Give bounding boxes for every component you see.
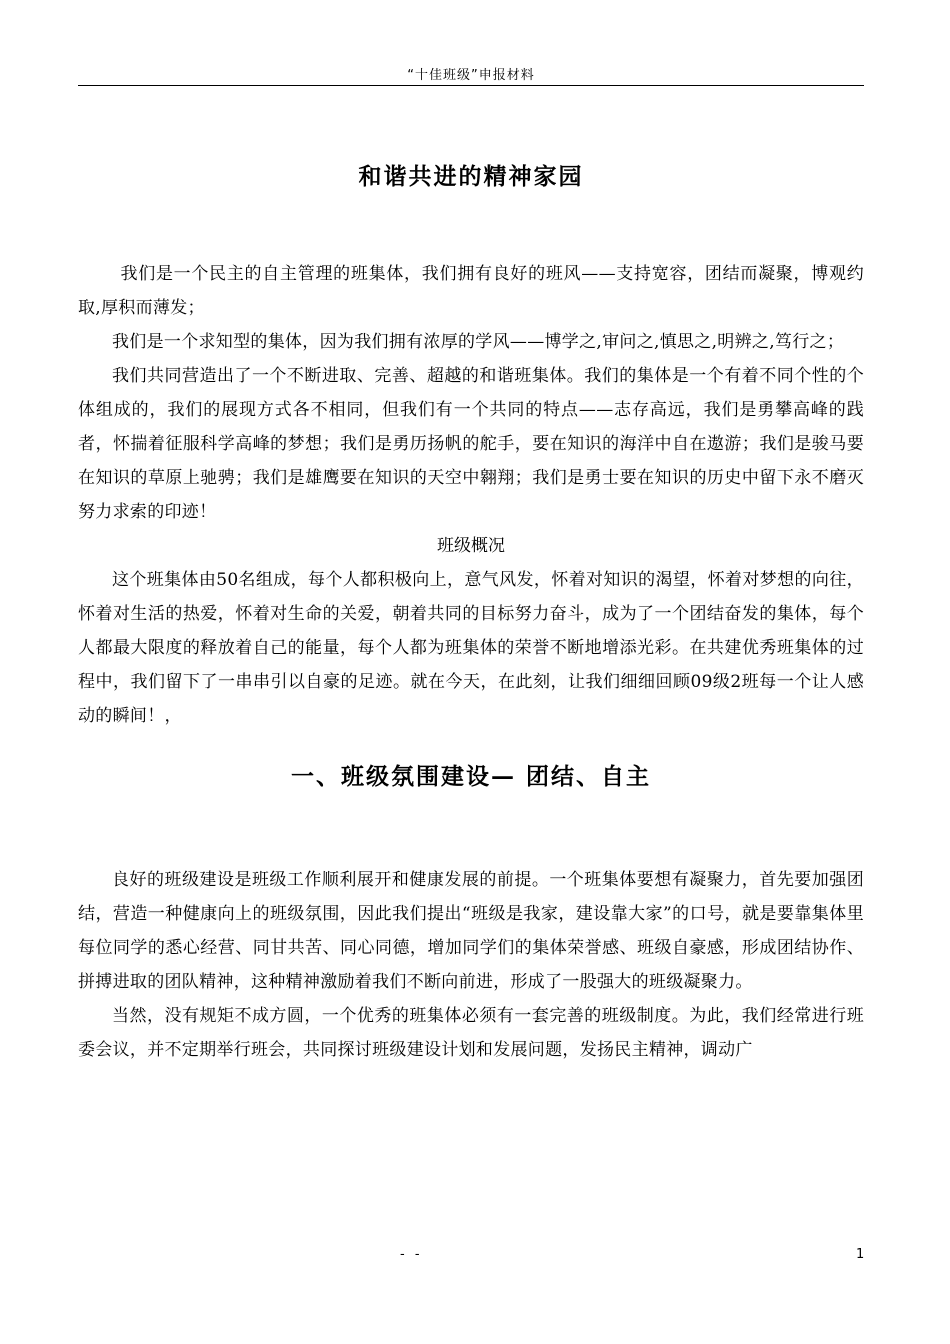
intro-paragraph-2: 我们是一个求知型的集体，因为我们拥有浓厚的学风——博学之,审问之,慎思之,明辨之,笃行之； [112,332,845,352]
intro-paragraph-1: 我们是一个民主的自主管理的班集体，我们拥有良好的班风——支持宽容，团结而凝聚，博观约取,厚积而薄发； [78,264,864,318]
footer-marker: - - [400,1247,423,1262]
header-rule [78,85,864,86]
section-paragraph-2: 当然，没有规矩不成方圆，一个优秀的班集体必须有一套完善的班级制度。为此，我们经常进行班委会议，并不定期举行班会，共同探讨班级建设计划和发展问题，发扬民主精神，调动广 [78,1006,864,1060]
page-number: 1 [856,1247,865,1262]
document-body [78,155,864,1067]
document-title: 和谐共进的精神家园 [358,163,584,190]
intro-paragraph-3: 我们共同营造出了一个不断进取、完善、超越的和谐班集体。我们的集体是一个有着不同个性的个体组成的，我们的展现方式各不相同，但我们有一个共同的特点——志存高远，我们是勇攀高峰的践者，怀揣着征服科学高峰的梦想；我们是勇历扬帆的舵手，要在知识的海洋中自在遨游；我们是骏马要在知识的草原上驰骋；我们是雄鹰要在知识的天空中翱翔；我们是勇士要在知识的历史中留下永不磨灭努力求索的印迹！ [78,366,864,522]
section-title: 一、班级氛围建设— 团结、自主 [290,763,651,790]
overview-heading: 班级概况 [437,536,505,556]
section-paragraph-1: 良好的班级建设是班级工作顺利展开和健康发展的前提。一个班集体要想有凝聚力，首先要加强团结，营造一种健康向上的班级氛围，因此我们提出“班级是我家，建设靠大家”的口号，就是要靠集体里每位同学的悉心经营、同甘共苦、同心同德，增加同学们的集体荣誉感、班级自豪感，形成团结协作、拼搏进取的团队精神，这种精神激励着我们不断向前进，形成了一股强大的班级凝聚力。 [78,870,864,992]
overview-paragraph: 这个班集体由50名组成，每个人都积极向上，意气风发，怀着对知识的渴望，怀着对梦想的向往，怀着对生活的热爱，怀着对生命的关爱，朝着共同的目标努力奋斗，成为了一个团结奋发的集体，每个人都最大限度的释放着自己的能量，每个人都为班集体的荣誉不断地增添光彩。在共建优秀班集体的过程中，我们留下了一串串引以自豪的足迹。就在今天，在此刻，让我们细细回顾09级2班每一个让人感动的瞬间！， [78,570,864,726]
page-header: “十佳班级”申报材料 [407,68,535,83]
